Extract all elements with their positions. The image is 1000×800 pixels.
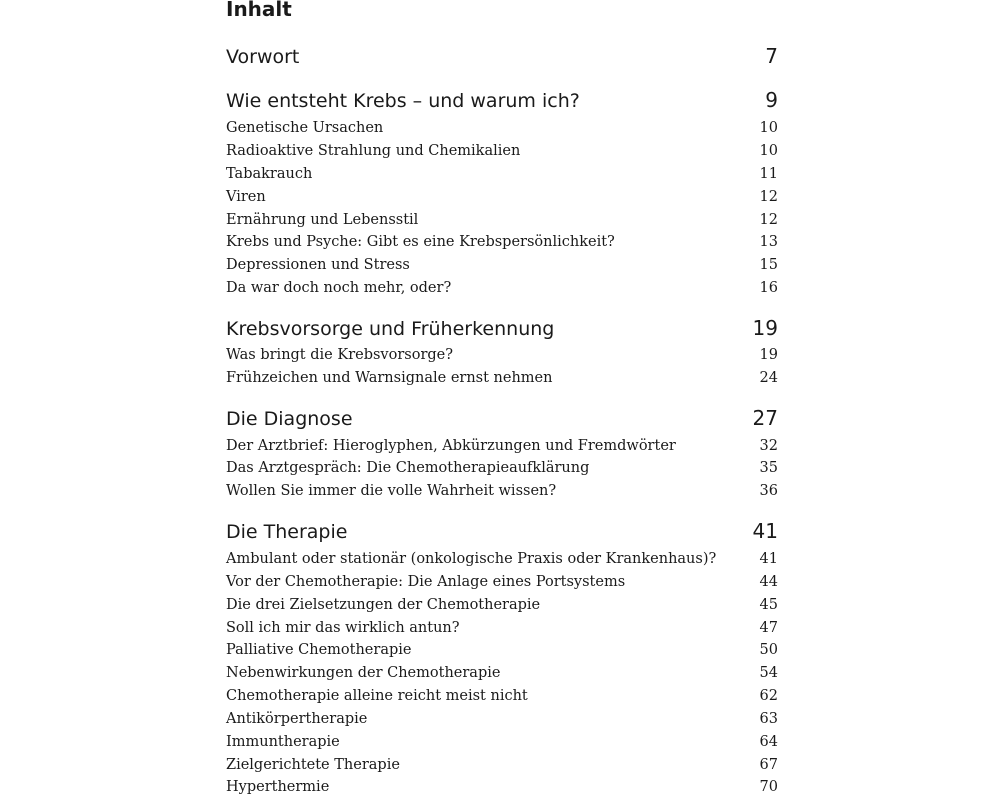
toc-entry — [226, 642, 778, 658]
chapter-title: Wie entsteht Krebs – und warum ich? — [226, 90, 580, 112]
entry-page: 12 — [759, 189, 778, 205]
entry-page: 10 — [759, 143, 778, 159]
entry-page: 15 — [759, 257, 778, 273]
entry-title: Ernährung und Lebensstil — [226, 212, 419, 228]
entry-page: 10 — [759, 120, 778, 136]
chapter-page: 9 — [765, 88, 778, 112]
toc-chapter — [226, 406, 778, 430]
toc-entry — [226, 779, 778, 795]
entry-page: 13 — [759, 234, 778, 250]
toc-entry — [226, 460, 778, 476]
entry-title: Krebs und Psyche: Gibt es eine Krebspersönlichkeit? — [226, 234, 615, 250]
entry-title: Ambulant oder stationär (onkologische Praxis oder Krankenhaus)? — [226, 551, 717, 567]
chapter-page: 41 — [752, 519, 778, 543]
entry-page: 67 — [759, 757, 778, 773]
toc-entry — [226, 257, 778, 273]
entry-title: Vor der Chemotherapie: Die Anlage eines Portsystems — [226, 574, 626, 590]
toc-entry — [226, 120, 778, 136]
toc-entry — [226, 734, 778, 750]
toc-entry — [226, 757, 778, 773]
entry-title: Frühzeichen und Warnsignale ernst nehmen — [226, 370, 553, 386]
chapter-page: 7 — [765, 44, 778, 68]
toc-chapter — [226, 88, 778, 112]
toc-entry — [226, 189, 778, 205]
entry-title: Der Arztbrief: Hieroglyphen, Abkürzungen und Fremdwörter — [226, 438, 676, 454]
entry-page: 45 — [759, 597, 778, 613]
toc-entry — [226, 212, 778, 228]
entry-page: 64 — [759, 734, 778, 750]
entry-page: 44 — [759, 574, 778, 590]
toc-heading: Inhalt — [226, 0, 292, 21]
toc-entry — [226, 711, 778, 727]
entry-title: Zielgerichtete Therapie — [226, 757, 400, 773]
toc-chapter — [226, 519, 778, 543]
toc-entry — [226, 347, 778, 363]
entry-title: Die drei Zielsetzungen der Chemotherapie — [226, 597, 541, 613]
toc-entry — [226, 280, 778, 296]
chapter-title: Krebsvorsorge und Früherkennung — [226, 318, 555, 340]
entry-title: Chemotherapie alleine reicht meist nicht — [226, 688, 528, 704]
entry-page: 70 — [759, 779, 778, 795]
entry-title: Da war doch noch mehr, oder? — [226, 280, 452, 296]
toc-entry — [226, 551, 778, 567]
entry-page: 54 — [759, 665, 778, 681]
toc-chapter — [226, 44, 778, 68]
entry-page: 50 — [759, 642, 778, 658]
toc-entry — [226, 370, 778, 386]
entry-title: Hyperthermie — [226, 779, 330, 795]
chapter-title: Die Diagnose — [226, 408, 353, 430]
entry-page: 12 — [759, 212, 778, 228]
chapter-title: Die Therapie — [226, 521, 348, 543]
entry-page: 32 — [759, 438, 778, 454]
entry-title: Palliative Chemotherapie — [226, 642, 412, 658]
entry-title: Wollen Sie immer die volle Wahrheit wissen? — [226, 483, 557, 499]
toc-entry — [226, 597, 778, 613]
toc-entry — [226, 688, 778, 704]
toc-entry — [226, 483, 778, 499]
toc-entry — [226, 438, 778, 454]
entry-page: 36 — [759, 483, 778, 499]
entry-title: Tabakrauch — [226, 166, 313, 182]
entry-title: Was bringt die Krebsvorsorge? — [226, 347, 454, 363]
entry-page: 24 — [759, 370, 778, 386]
entry-title: Nebenwirkungen der Chemotherapie — [226, 665, 501, 681]
entry-page: 63 — [759, 711, 778, 727]
toc-entry — [226, 574, 778, 590]
entry-page: 47 — [759, 620, 778, 636]
entry-title: Das Arztgespräch: Die Chemotherapieaufklärung — [226, 460, 590, 476]
toc-chapter — [226, 316, 778, 340]
chapter-page: 19 — [752, 316, 778, 340]
entry-title: Genetische Ursachen — [226, 120, 384, 136]
entry-title: Soll ich mir das wirklich antun? — [226, 620, 460, 636]
chapter-title: Vorwort — [226, 46, 300, 68]
entry-title: Immuntherapie — [226, 734, 340, 750]
chapter-page: 27 — [752, 406, 778, 430]
toc-entry — [226, 665, 778, 681]
entry-title: Antikörpertherapie — [226, 711, 368, 727]
toc-entry — [226, 143, 778, 159]
entry-page: 62 — [759, 688, 778, 704]
entry-page: 41 — [759, 551, 778, 567]
entry-page: 19 — [759, 347, 778, 363]
toc-entry — [226, 234, 778, 250]
toc-entry — [226, 166, 778, 182]
entry-title: Depressionen und Stress — [226, 257, 410, 273]
entry-title: Viren — [226, 189, 266, 205]
entry-page: 11 — [759, 166, 778, 182]
entry-title: Radioaktive Strahlung und Chemikalien — [226, 143, 521, 159]
toc-entry — [226, 620, 778, 636]
entry-page: 35 — [759, 460, 778, 476]
entry-page: 16 — [759, 280, 778, 296]
